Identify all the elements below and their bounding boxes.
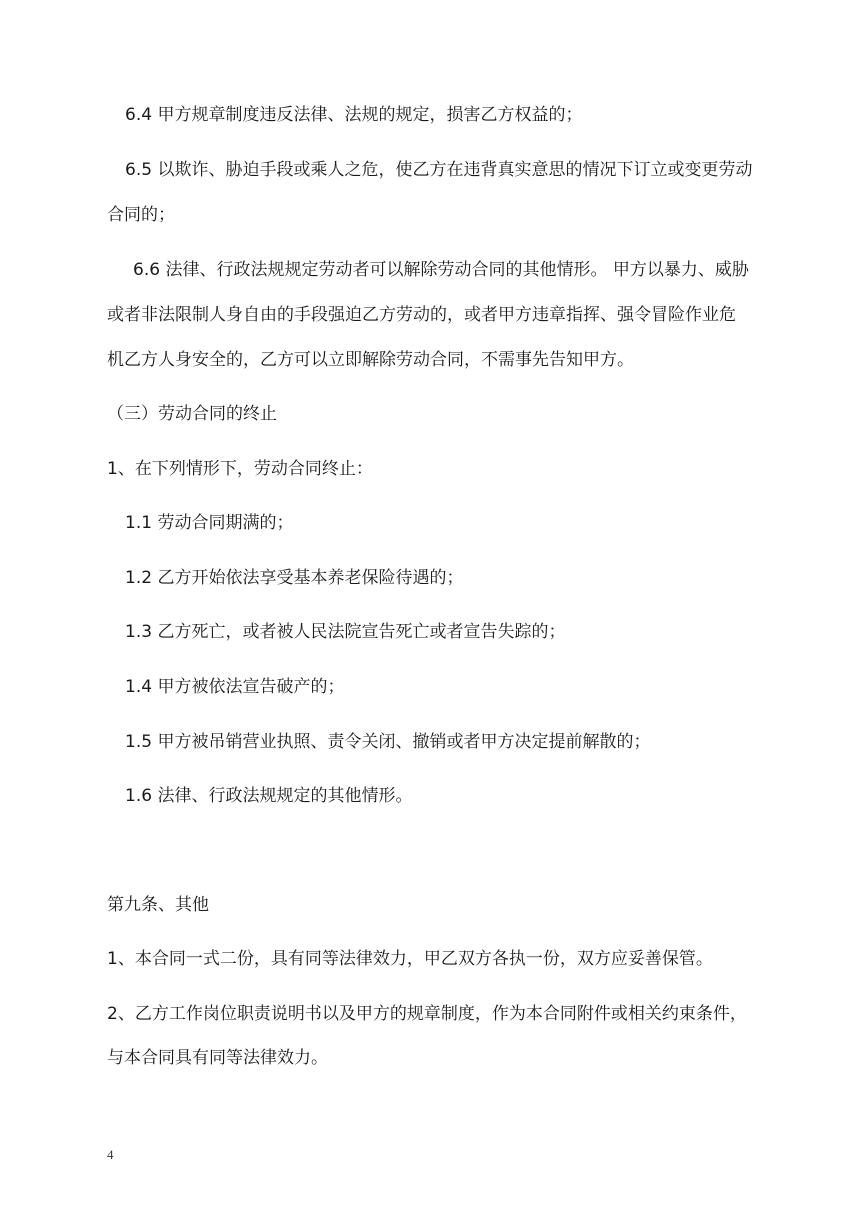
article-9-item-2-line-1: 2、乙方工作岗位职责说明书以及甲方的规章制度，作为本合同附件或相关约束条件， <box>107 1004 747 1024</box>
clause-1-2: 1.2 乙方开始依法享受基本养老保险待遇的； <box>125 568 464 588</box>
clause-1-3: 1.3 乙方死亡，或者被人民法院宣告死亡或者宣告失踪的； <box>125 622 566 642</box>
clause-1-4: 1.4 甲方被依法宣告破产的； <box>125 677 345 697</box>
clause-6-6-line-1: 6.6 法律、行政法规规定劳动者可以解除劳动合同的其他情形。 甲方以暴力、威胁 <box>133 260 749 280</box>
clause-1-1: 1.1 劳动合同期满的； <box>125 513 294 533</box>
section-termination-heading: （三）劳动合同的终止 <box>107 404 277 424</box>
clause-6-6-line-2: 或者非法限制人身自由的手段强迫乙方劳动的，或者甲方违章指挥、强令冒险作业危 <box>107 305 736 325</box>
page-number: 4 <box>107 1147 114 1162</box>
termination-intro: 1、在下列情形下，劳动合同终止： <box>107 459 373 479</box>
clause-1-6: 1.6 法律、行政法规规定的其他情形。 <box>125 786 413 806</box>
clause-6-5-line-2: 合同的； <box>107 205 175 225</box>
article-9-item-2-line-2: 与本合同具有同等法律效力。 <box>107 1048 328 1068</box>
clause-6-5-line-1: 6.5 以欺诈、胁迫手段或乘人之危，使乙方在违背真实意思的情况下订立或变更劳动 <box>125 160 753 180</box>
article-9-item-1: 1、本合同一式二份，具有同等法律效力，甲乙双方各执一份，双方应妥善保管。 <box>107 949 713 969</box>
clause-6-4: 6.4 甲方规章制度违反法律、法规的规定，损害乙方权益的； <box>125 105 583 125</box>
clause-6-6-line-3: 机乙方人身安全的，乙方可以立即解除劳动合同，不需事先告知甲方。 <box>107 350 634 370</box>
article-9-heading: 第九条、其他 <box>107 895 209 915</box>
clause-1-5: 1.5 甲方被吊销营业执照、责令关闭、撤销或者甲方决定提前解散的； <box>125 732 651 752</box>
